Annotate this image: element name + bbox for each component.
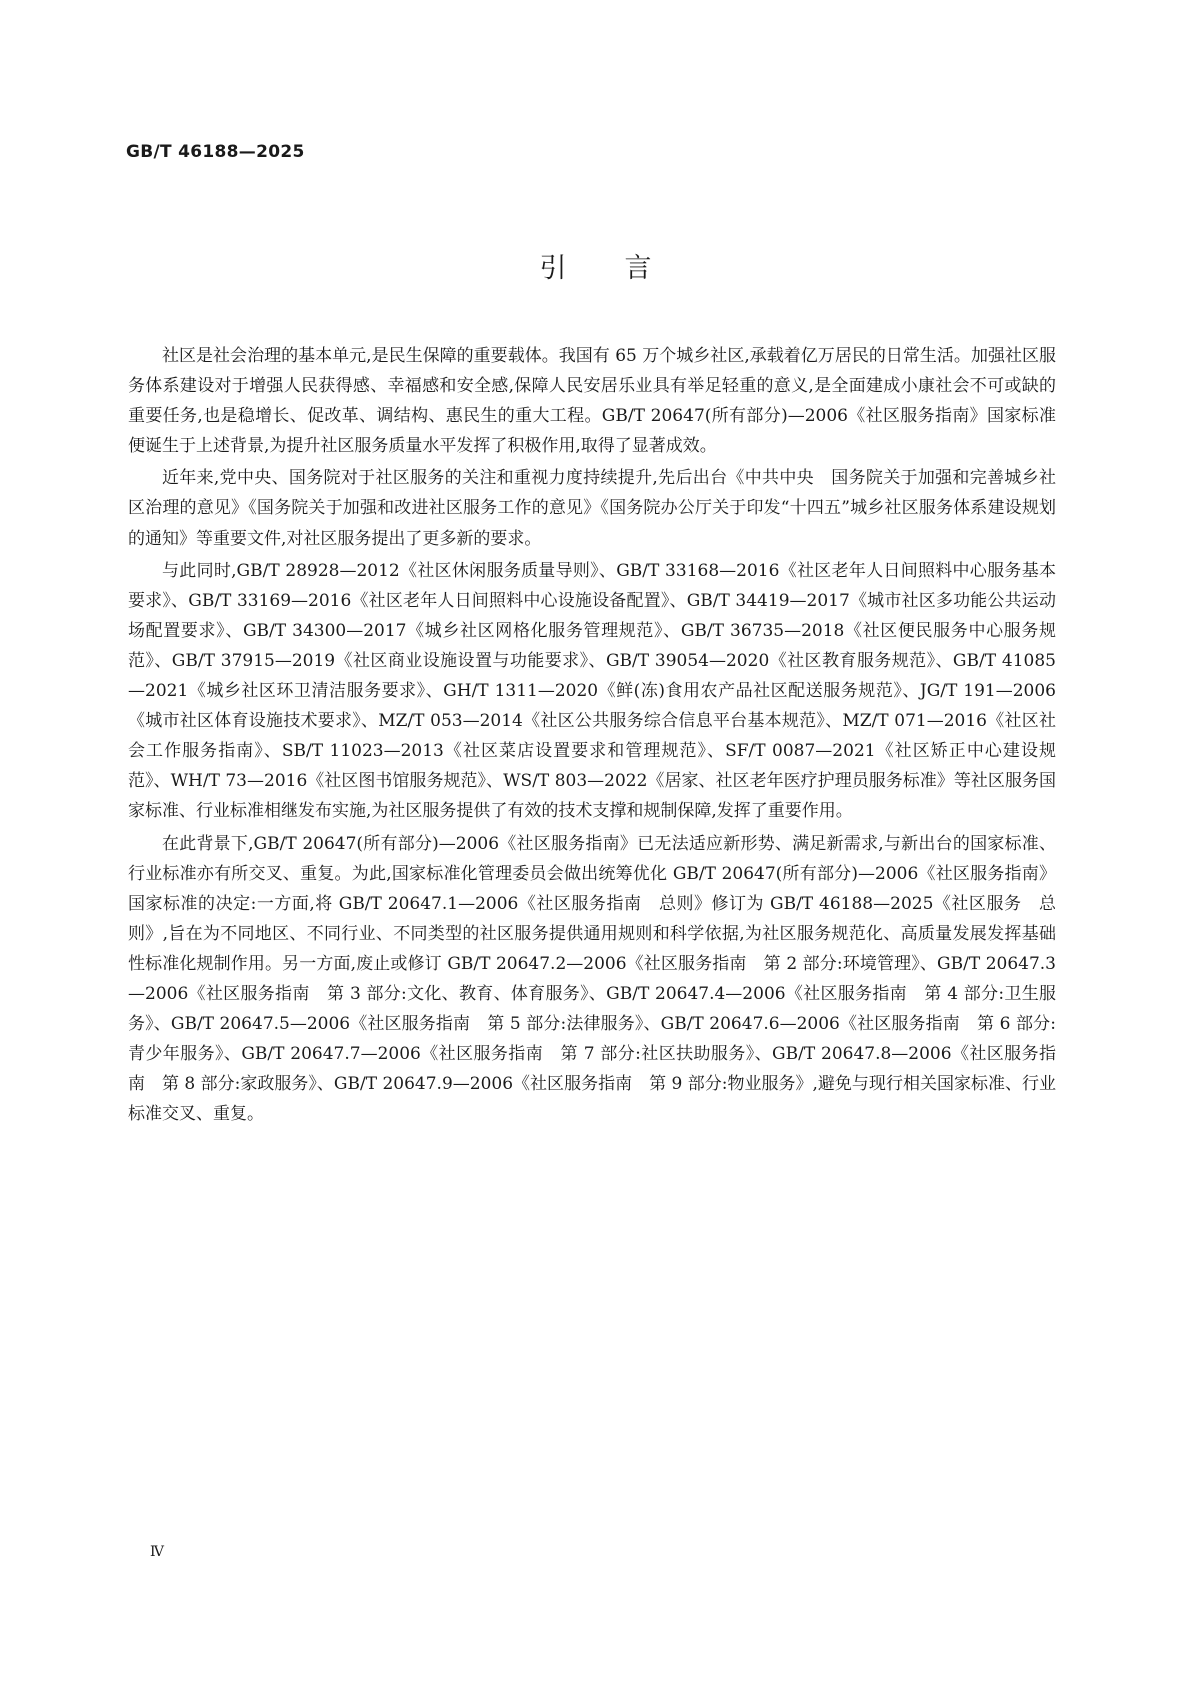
paragraph-3: 与此同时,GB/T 28928—2012《社区休闲服务质量导则》、GB/T 33168—2016《社区老年人日间照料中心服务基本要求》、GB/T 33169—2016《社区老年人日间照料中心设施设备配置》、GB/T 34419—2017《城市社区多功能公共运动场配置要求》、GB/T 34300—2017《城乡社区网格化服务管理规范》、GB/T 36735—2018《社区便民服务中心服务规范》、GB/T 37915—2019《社区商业设施设置与功能要求》、GB/T 39054—2020《社区教育服务规范》、GB/T 41085—2021《城乡社区环卫清洁服务要求》、GH/T 1311—2020《鲜(冻)食用农产品社区配送服务规范》、JG/T 191—2006《城市社区体育设施技术要求》、MZ/T 053—2014《社区公共服务综合信息平台基本规范》、MZ/T 071—2016《社区社会工作服务指南》、SB/T 11023—2013《社区菜店设置要求和管理规范》、SF/T 0087—2021《社区矫正中心建设规范》、WH/T 73—2016《社区图书馆服务规范》、WS/T 803—2022《居家、社区老年医疗护理员服务标准》等社区服务国家标准、行业标准相继发布实施,为社区服务提供了有效的技术支撑和规制保障,发挥了重要作用。 [128,560,1056,822]
standard-code-header: GB/T 46188—2025 [126,142,305,162]
paragraph-2: 近年来,党中央、国务院对于社区服务的关注和重视力度持续提升,先后出台《中共中央 国务院关于加强和完善城乡社区治理的意见》《国务院关于加强和改进社区服务工作的意见》《国务院办公厅关于印发“十四五”城乡社区服务体系建设规划的通知》等重要文件,对社区服务提出了更多新的要求。 [128,468,1056,549]
paragraph-4: 在此背景下,GB/T 20647(所有部分)—2006《社区服务指南》已无法适应新形势、满足新需求,与新出台的国家标准、行业标准亦有所交叉、重复。为此,国家标准化管理委员会做出统筹优化 GB/T 20647(所有部分)—2006《社区服务指南》国家标准的决定:一方面,将 GB/T 20647.1—2006《社区服务指南 总则》修订为 GB/T 46188—2025《社区服务 总则》,旨在为不同地区、不同行业、不同类型的社区服务提供通用规则和科学依据,为社区服务规范化、高质量发展发挥基础性标准化规制作用。另一方面,废止或修订 GB/T 20647.2—2006《社区服务指南 第 2 部分:环境管理》、GB/T 20647.3—2006《社区服务指南 第 3 部分:文化、教育、体育服务》、GB/T 20647.4—2006《社区服务指南 第 4 部分:卫生服务》、GB/T 20647.5—2006《社区服务指南 第 5 部分:法律服务》、GB/T 20647.6—2006《社区服务指南 第 6 部分:青少年服务》、GB/T 20647.7—2006《社区服务指南 第 7 部分:社区扶助服务》、GB/T 20647.8—2006《社区服务指南 第 8 部分:家政服务》、GB/T 20647.9—2006《社区服务指南 第 9 部分:物业服务》,避免与现行相关国家标准、行业标准交叉、重复。 [128,833,1056,1125]
section-title: 引言 [539,253,710,284]
page-number: Ⅳ [150,1544,164,1560]
paragraph-1: 社区是社会治理的基本单元,是民生保障的重要载体。我国有 65 万个城乡社区,承载着亿万居民的日常生活。加强社区服务体系建设对于增强人民获得感、幸福感和安全感,保障人民安居乐业具有举足轻重的意义,是全面建成小康社会不可或缺的重要任务,也是稳增长、促改革、调结构、惠民生的重大工程。GB/T 20647(所有部分)—2006《社区服务指南》国家标准便诞生于上述背景,为提升社区服务质量水平发挥了积极作用,取得了显著成效。 [128,346,1056,457]
introduction-body [128,341,1056,1131]
